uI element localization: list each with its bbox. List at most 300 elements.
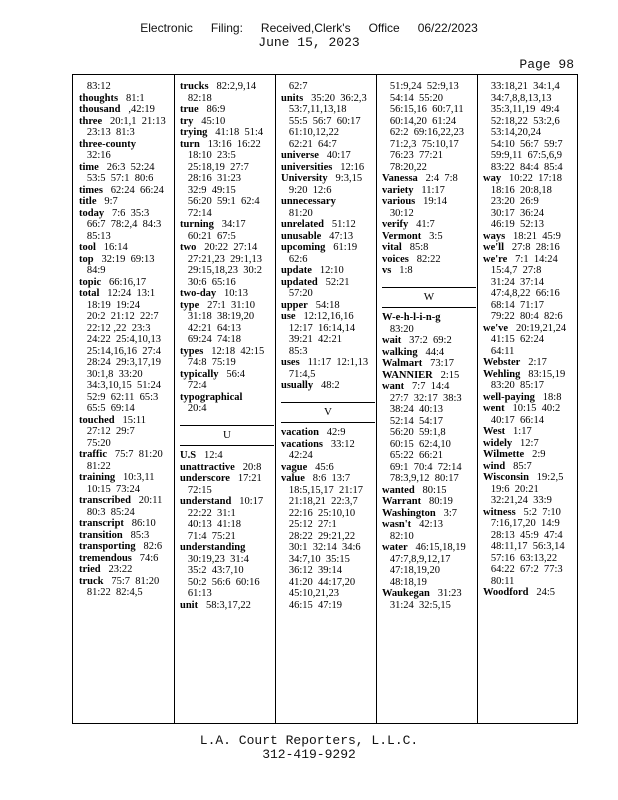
- index-page-refs: 71:4,5: [288, 368, 316, 380]
- index-page-refs: 54:14 55:20: [389, 92, 443, 104]
- index-entry: [382, 588, 476, 600]
- index-entry: [79, 576, 173, 588]
- index-term: way: [483, 173, 502, 184]
- index-page-refs: 5:2 7:10: [523, 506, 561, 518]
- index-page-refs: 35:20 36:2,3: [311, 92, 367, 104]
- index-page-refs: 65:5 69:14: [86, 403, 135, 414]
- index-page-refs: 79:22 80:4 82:6: [490, 311, 563, 322]
- index-entry-continuation: [281, 508, 375, 520]
- index-page-refs: 48:18,19: [389, 576, 427, 588]
- index-entry-continuation: [79, 461, 173, 473]
- index-page-refs: 27:12 29:7: [86, 426, 135, 437]
- index-entry: [483, 461, 577, 473]
- index-entry: [180, 242, 274, 254]
- index-page-refs: 86:9: [206, 104, 226, 115]
- index-entry: [79, 93, 173, 105]
- index-entry-continuation: [382, 416, 476, 428]
- index-entry-continuation: [382, 473, 476, 485]
- index-entry-continuation: [483, 380, 577, 392]
- index-page-refs: 7:6 35:3: [111, 207, 150, 219]
- index-page-refs: 10:13: [224, 288, 248, 299]
- index-page-refs: 72:15: [187, 484, 212, 496]
- index-entry: [281, 150, 375, 162]
- index-entry-continuation: [382, 162, 476, 174]
- index-entry: [382, 508, 476, 520]
- index-entry: [281, 311, 375, 323]
- index-page-refs: 74:8 75:19: [187, 357, 236, 368]
- index-term: want: [382, 381, 405, 392]
- index-term: typically: [180, 368, 219, 380]
- index-entry: [79, 208, 173, 220]
- index-term: upper: [281, 299, 308, 311]
- index-page-refs: 19:6 20:21: [490, 483, 539, 495]
- index-page-refs: 25:12 27:1: [288, 519, 337, 530]
- index-entry-continuation: [483, 81, 577, 93]
- index-entry: [382, 173, 476, 185]
- index-term: update: [281, 265, 312, 276]
- index-term: underscore: [180, 473, 230, 484]
- index-page-refs: 66:7 78:2,4 84:3: [86, 219, 162, 230]
- index-entry-continuation: [180, 334, 274, 346]
- index-term: W-e-h-l-i-n-g: [382, 312, 441, 323]
- index-page-refs: 32:9 49:15: [187, 184, 236, 196]
- index-page-refs: 46:15,18,19: [415, 542, 466, 553]
- index-page-refs: 72:14: [187, 207, 212, 219]
- index-page-refs: 2:15: [440, 369, 460, 381]
- index-page-refs: 53:14,20,24: [490, 127, 542, 138]
- index-entry-continuation: [180, 588, 274, 600]
- index-entry: [483, 357, 577, 369]
- index-entry: [483, 323, 577, 335]
- index-page-refs: 12:16: [340, 161, 365, 173]
- index-page-refs: 45:6: [315, 461, 334, 473]
- index-term: two-day: [180, 288, 217, 299]
- index-page-refs: 20:1,1 21:13: [110, 115, 166, 127]
- index-term: vague: [281, 461, 308, 473]
- index-entry-continuation: [79, 507, 173, 519]
- index-entry: [79, 104, 173, 116]
- index-term: three: [79, 115, 103, 127]
- index-page-refs: 59:9,11 67:5,6,9: [490, 150, 562, 161]
- index-entry: [382, 370, 476, 382]
- index-entry: [382, 496, 476, 508]
- index-page-refs: 18:10 23:5: [187, 150, 236, 161]
- index-entry-continuation: [483, 116, 577, 128]
- index-entry: [180, 462, 274, 474]
- index-page-refs: 80:19: [428, 496, 453, 507]
- index-page-refs: 18:5,15,17 21:17: [288, 484, 363, 496]
- index-entry: [382, 358, 476, 370]
- index-entry-continuation: [483, 300, 577, 312]
- index-term: wanted: [382, 484, 415, 496]
- index-page-refs: 42:21 64:13: [187, 322, 241, 334]
- index-term: traffic: [79, 449, 107, 460]
- index-entry-continuation: [79, 438, 173, 450]
- index-page-refs: 18:21 45:9: [513, 230, 561, 242]
- index-page-refs: 41:20 44:17,20: [288, 576, 356, 588]
- index-term: upcoming: [281, 242, 326, 253]
- index-entry: [79, 254, 173, 266]
- index-entry: [79, 288, 173, 300]
- index-page-refs: 3:5: [429, 230, 443, 242]
- index-entry: [281, 473, 375, 485]
- index-page-refs: 71:4 75:21: [187, 530, 236, 542]
- index-entry: [180, 139, 274, 151]
- index-page-refs: 31:18 38:19,20: [187, 311, 255, 322]
- index-entry-continuation: [79, 300, 173, 312]
- index-page-refs: 29:15,18,23 30:2: [187, 265, 262, 276]
- index-page-refs: 76:23 77:21: [389, 150, 443, 161]
- index-entry-continuation: [382, 531, 476, 543]
- index-entry-continuation: [382, 81, 476, 93]
- index-entry: [281, 462, 375, 474]
- index-entry: [483, 403, 577, 415]
- index-entry-continuation: [382, 600, 476, 612]
- index-term: tremendous: [79, 552, 132, 564]
- index-entry: [180, 219, 274, 231]
- index-entry-continuation: [79, 81, 173, 93]
- index-entry-continuation: [483, 334, 577, 346]
- index-term: thousand: [79, 104, 121, 115]
- index-page-refs: 9:20 12:6: [288, 184, 332, 196]
- index-entry: [79, 541, 173, 553]
- index-page-refs: 60:15 62:4,10: [389, 438, 451, 450]
- index-entry-continuation: [281, 254, 375, 266]
- index-term: well-paying: [483, 391, 535, 403]
- index-page-refs: 11:17: [421, 184, 445, 196]
- index-page-refs: 52:18,22 53:2,6: [490, 115, 560, 127]
- index-page-refs: 19:14: [423, 196, 448, 207]
- index-page-refs: 42:9: [326, 427, 346, 438]
- index-term: wasn't: [382, 519, 412, 530]
- index-entry-continuation: [281, 496, 375, 508]
- index-entry-continuation: [79, 323, 173, 335]
- index-entry-continuation: [79, 392, 173, 404]
- index-entry: [483, 392, 577, 404]
- index-entry-continuation: [281, 485, 375, 497]
- index-entry-continuation: [79, 380, 173, 392]
- index-page-refs: 15:4,7 27:8: [490, 265, 542, 276]
- index-entry-continuation: [79, 357, 173, 369]
- index-entry-continuation: [180, 93, 274, 105]
- index-entry-continuation: [382, 427, 476, 439]
- index-term: turn: [180, 138, 200, 150]
- index-entry: [79, 185, 173, 197]
- index-entry-continuation: [281, 577, 375, 589]
- index-page-refs: 7:16,17,20 14:9: [490, 518, 560, 529]
- index-entry: [382, 242, 476, 254]
- index-page-refs: 73:17: [430, 358, 455, 369]
- page-number: Page 98: [519, 57, 574, 72]
- index-term: unit: [180, 599, 199, 611]
- index-page-refs: 7:1 14:24: [515, 253, 558, 265]
- index-page-refs: 81:22 82:4,5: [86, 587, 143, 598]
- index-term: uses: [281, 357, 300, 368]
- index-entry: [483, 231, 577, 243]
- index-entry-continuation: [180, 277, 274, 289]
- index-page-refs: 81:22: [86, 460, 111, 472]
- index-page-refs: 30:1,8 33:20: [86, 368, 143, 380]
- index-term: thoughts: [79, 92, 119, 104]
- index-entry-continuation: [79, 265, 173, 277]
- filing-stamp-word: Electronic: [140, 21, 193, 35]
- index-entry-continuation: [483, 288, 577, 300]
- index-entry: [180, 542, 274, 554]
- index-page-refs: 81:20: [288, 207, 313, 219]
- index-page-refs: 61:13: [187, 588, 212, 599]
- index-page-refs: 22:16 25:10,10: [288, 507, 356, 519]
- index-term: true: [180, 104, 199, 115]
- index-entry: [281, 427, 375, 439]
- reporter-name: L.A. Court Reporters, L.L.C.: [199, 733, 419, 748]
- index-page-refs: 69:1 70:4 72:14: [389, 461, 462, 473]
- index-entry-continuation: [180, 403, 274, 415]
- index-entry: [483, 449, 577, 461]
- index-page-refs: 62:7: [288, 81, 308, 92]
- index-entry-continuation: [382, 324, 476, 336]
- index-page-refs: 47:18,19,20: [389, 565, 441, 576]
- index-page-refs: 10:15 73:24: [86, 483, 140, 495]
- index-entry-continuation: [79, 127, 173, 139]
- index-entry-continuation: [79, 426, 173, 438]
- index-page-refs: 82:2,9,14: [216, 81, 257, 92]
- index-entry: [79, 415, 173, 427]
- index-page-refs: 40:17: [326, 150, 351, 161]
- index-page-refs: 80:15: [422, 484, 447, 496]
- index-term: water: [382, 542, 408, 553]
- index-page-refs: 30:19,23 31:4: [187, 553, 249, 565]
- filing-stamp-word: 06/22/2023: [417, 21, 478, 35]
- index-page-refs: 69:24 74:18: [187, 334, 241, 345]
- index-entry-continuation: [483, 219, 577, 231]
- index-page-refs: 34:7,8,8,13,13: [490, 92, 552, 104]
- index-page-refs: 25:14,16,16 27:4: [86, 345, 161, 357]
- index-entry-continuation: [483, 495, 577, 507]
- index-page-refs: 38:24 40:13: [389, 404, 443, 415]
- index-entry-continuation: [180, 323, 274, 335]
- index-entry-continuation: [79, 403, 173, 415]
- index-page-refs: 74:6: [139, 552, 159, 564]
- index-page-refs: 62:24 66:24: [110, 184, 164, 196]
- index-page-refs: 56:20 59:1 62:4: [187, 196, 260, 207]
- index-entry: [79, 139, 173, 151]
- index-page-refs: 83:22 84:4 85:4: [490, 161, 563, 173]
- index-entry: [281, 277, 375, 289]
- index-entry: [382, 185, 476, 197]
- index-page-refs: 27:8 28:16: [511, 242, 560, 253]
- index-entry: [281, 173, 375, 185]
- index-entry: [281, 357, 375, 369]
- index-term: variety: [382, 184, 414, 196]
- index-entry-continuation: [79, 369, 173, 381]
- index-page-refs: 68:14 71:17: [490, 299, 544, 311]
- index-page-refs: 30:17 36:24: [490, 207, 544, 219]
- index-page-refs: 56:20 59:1,8: [389, 427, 446, 438]
- index-term: Wilmette: [483, 449, 525, 460]
- index-entry: [382, 381, 476, 393]
- index-page-refs: 30:12: [389, 207, 414, 219]
- index-entry-continuation: [483, 415, 577, 427]
- index-term: vs: [382, 265, 392, 276]
- index-page-refs: 83:15,19: [528, 368, 566, 380]
- index-term: vacation: [281, 427, 319, 438]
- index-term: transcribed: [79, 495, 131, 506]
- index-entry-continuation: [180, 485, 274, 497]
- index-page-refs: 12:10: [319, 265, 344, 276]
- index-page-refs: 27:21,23 29:1,13: [187, 253, 262, 265]
- index-page-refs: 10:17: [239, 496, 264, 507]
- index-entry-continuation: [281, 450, 375, 462]
- index-entry-continuation: [483, 553, 577, 565]
- index-entry: [483, 173, 577, 185]
- index-page-refs: 30:1 32:14 34:6: [288, 542, 361, 553]
- index-entry-continuation: [281, 369, 375, 381]
- index-entry: [79, 449, 173, 461]
- index-entry-continuation: [281, 554, 375, 566]
- index-entry: [281, 196, 375, 208]
- index-entry-continuation: [281, 139, 375, 151]
- index-entry: [382, 485, 476, 497]
- index-page-refs: 51:9,24 52:9,13: [389, 81, 459, 92]
- index-page-refs: 28:16 31:23: [187, 173, 241, 184]
- index-term: various: [382, 196, 416, 207]
- index-page-refs: 56:4: [226, 368, 246, 380]
- index-entry: [382, 219, 476, 231]
- index-entry-continuation: [382, 93, 476, 105]
- index-entry-continuation: [79, 346, 173, 358]
- index-entry-continuation: [382, 116, 476, 128]
- word-index-box: [72, 74, 578, 724]
- index-term: widely: [483, 437, 513, 449]
- index-page-refs: 52:9 62:11 65:3: [86, 391, 159, 403]
- index-page-refs: 54:10 56:7 59:7: [490, 138, 563, 150]
- index-entry: [382, 196, 476, 208]
- index-page-refs: 31:24 37:14: [490, 276, 544, 288]
- index-entry: [79, 553, 173, 565]
- index-entry-continuation: [79, 587, 173, 599]
- index-entry-continuation: [180, 565, 274, 577]
- index-page-refs: 71:2,3 75:10,17: [389, 138, 459, 150]
- index-term: times: [79, 184, 103, 196]
- index-page-refs: 20:22 27:14: [204, 242, 258, 253]
- index-term: touched: [79, 414, 115, 426]
- index-term: today: [79, 207, 105, 219]
- index-entry: [483, 438, 577, 450]
- index-term: understanding: [180, 542, 246, 553]
- index-term: wait: [382, 335, 402, 346]
- index-entry: [79, 530, 173, 542]
- index-entry-continuation: [79, 219, 173, 231]
- column-divider: [477, 75, 478, 723]
- index-term: we're: [483, 253, 508, 265]
- index-page-refs: 18:8: [542, 391, 562, 403]
- index-page-refs: 86:10: [131, 518, 156, 529]
- index-entry-continuation: [281, 208, 375, 220]
- index-term: trucks: [180, 81, 209, 92]
- index-term: universe: [281, 150, 319, 161]
- filing-stamp: [0, 21, 618, 35]
- index-page-refs: 33:12: [330, 438, 355, 450]
- index-term: Wehling: [483, 368, 521, 380]
- index-page-refs: 2:17: [528, 357, 547, 368]
- filing-stamp-word: Received,Clerk's: [260, 21, 351, 35]
- index-page-refs: 32:21,24 33:9: [490, 495, 552, 506]
- index-entry: [281, 380, 375, 392]
- index-entry-continuation: [281, 127, 375, 139]
- index-entry: [180, 473, 274, 485]
- index-entry-continuation: [180, 519, 274, 531]
- index-page-refs: 52:14 54:17: [389, 415, 443, 427]
- index-term: usually: [281, 380, 314, 391]
- index-entry: [79, 162, 173, 174]
- index-page-refs: 53:5 57:1 80:6: [86, 173, 154, 184]
- index-page-refs: 47:4,8,22 66:16: [490, 288, 560, 299]
- index-page-refs: 20:8: [242, 461, 262, 473]
- column-divider: [275, 75, 276, 723]
- index-page-refs: 47:13: [329, 230, 354, 242]
- index-term: unattractive: [180, 461, 235, 473]
- index-page-refs: 22:12 ,22 23:3: [86, 322, 151, 334]
- index-entry-continuation: [382, 439, 476, 451]
- index-entry-continuation: [382, 554, 476, 566]
- index-letter-heading: V: [281, 402, 375, 424]
- index-entry-continuation: [382, 577, 476, 589]
- index-page-refs: 57:16 63:13,22: [490, 552, 558, 564]
- index-page-refs: 46:15 47:19: [288, 599, 342, 611]
- index-entry-continuation: [281, 519, 375, 531]
- index-entry-continuation: [180, 196, 274, 208]
- index-entry-continuation: [483, 139, 577, 151]
- index-page-refs: 75:7 81:20: [111, 575, 160, 587]
- index-term: updated: [281, 276, 318, 288]
- index-term: two: [180, 242, 197, 253]
- index-page-refs: 85:13: [86, 230, 111, 242]
- index-page-refs: 80:11: [490, 575, 515, 587]
- index-term: unnecessary: [281, 196, 336, 207]
- index-page-refs: 39:21 42:21: [288, 334, 342, 345]
- index-entry-continuation: [483, 541, 577, 553]
- index-term: West: [483, 426, 506, 437]
- index-entry-continuation: [79, 231, 173, 243]
- index-page-refs: 61:10,12,22: [288, 127, 340, 138]
- index-page-refs: 62:2 69:16,22,23: [389, 127, 464, 138]
- index-page-refs: 84:9: [86, 265, 106, 276]
- index-page-refs: 2:4 7:8: [425, 173, 458, 184]
- index-page-refs: 41:7: [416, 219, 435, 230]
- index-term: truck: [79, 575, 104, 587]
- index-page-refs: 7:7 14:4: [412, 381, 450, 392]
- index-entry: [79, 242, 173, 254]
- index-term: Warrant: [382, 496, 422, 507]
- index-term: topic: [79, 276, 102, 288]
- index-page-refs: 22:22 31:1: [187, 507, 236, 519]
- index-term: Vermont: [382, 230, 422, 242]
- index-page-refs: 64:11: [490, 345, 515, 357]
- index-page-refs: 18:16 20:8,18: [490, 184, 552, 196]
- index-page-refs: 27:7 32:17 38:3: [389, 392, 462, 404]
- index-page-refs: 46:19 52:13: [490, 219, 544, 230]
- filing-stamp-word: Office: [368, 21, 400, 35]
- deposition-date: June 15, 2023: [258, 35, 360, 50]
- index-page-refs: 31:23: [437, 588, 462, 599]
- index-entry-continuation: [180, 150, 274, 162]
- index-page-refs: 78:20,22: [389, 161, 427, 173]
- index-term: went: [483, 403, 505, 414]
- index-page-refs: ,42:19: [128, 104, 155, 115]
- index-entry-continuation: [180, 254, 274, 266]
- index-entry-continuation: [382, 104, 476, 116]
- index-entry-continuation: [382, 450, 476, 462]
